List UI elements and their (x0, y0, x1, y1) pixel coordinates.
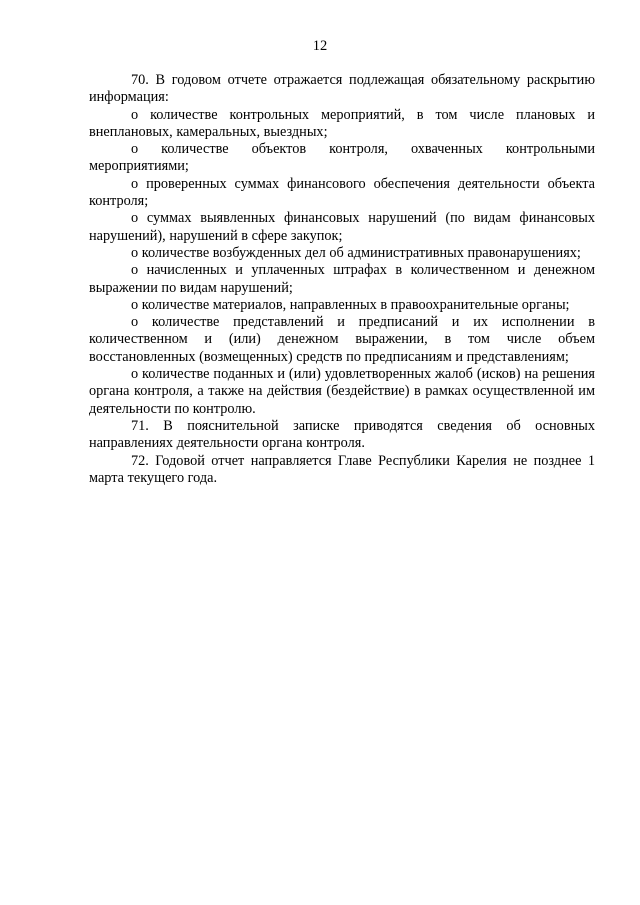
paragraph-audited-amounts: о проверенных суммах финансового обеспечения деятельности объекта контроля; (89, 175, 595, 210)
paragraph-item-70: 70. В годовом отчете отражается подлежащая обязательному раскрытию информация: (89, 72, 595, 106)
document-body (89, 72, 595, 487)
paragraph-materials-sent: о количестве материалов, направленных в правоохранительные органы; (131, 296, 570, 313)
paragraph-administrative-cases: о количестве возбужденных дел об административных правонарушениях; (131, 244, 581, 261)
paragraph-item-72: 72. Годовой отчет направляется Главе Республики Карелия не позднее 1 марта текущего года. (89, 452, 595, 486)
paragraph-item-71: 71. В пояснительной записке приводятся сведения об основных направлениях деятельности органа контроля. (89, 417, 595, 452)
paragraph-fines: о начисленных и уплаченных штрафах в количественном и денежном выражении по видам нарушений; (89, 262, 595, 296)
paragraph-representations-orders: о количестве представлений и предписаний и их исполнении в количественном и (или) денежном выражении, в том числе объем восстановленных (возмещенных) средств по предписаниям и представлениям; (89, 314, 595, 365)
paragraph-detected-violations: о суммах выявленных финансовых нарушений (по видам финансовых нарушений), нарушений в сфере закупок; (89, 210, 595, 244)
paragraph-control-objects-count: о количестве объектов контроля, охваченных контрольными мероприятиями; (89, 141, 595, 175)
paragraph-control-events-count: о количестве контрольных мероприятий, в том числе плановых и внеплановых, камеральных, выездных; (89, 106, 595, 140)
page-number: 12 (312, 38, 328, 54)
paragraph-complaints: о количестве поданных и (или) удовлетворенных жалоб (исков) на решения органа контроля, а также на действия (бездействие) в рамках осуществленной им деятельности по контролю. (89, 366, 595, 417)
